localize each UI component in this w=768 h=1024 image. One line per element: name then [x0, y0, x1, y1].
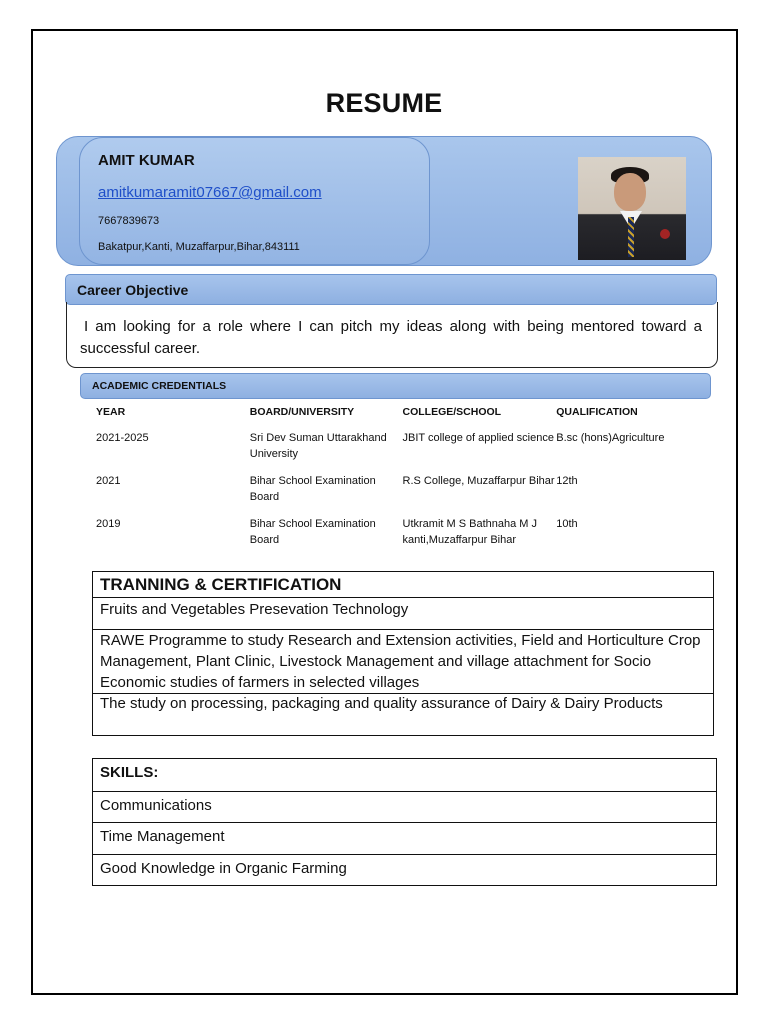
training-table [92, 571, 714, 736]
column-header: YEAR [96, 406, 126, 418]
skills-heading: SKILLS: [100, 764, 159, 781]
column-header: COLLEGE/SCHOOL [402, 406, 502, 418]
skill-item: Communications [93, 791, 716, 823]
table-cell: 10th [556, 518, 578, 530]
training-heading: TRANNING & CERTIFICATION [100, 575, 342, 594]
table-row [96, 430, 696, 469]
academic-table [96, 404, 696, 555]
table-cell: Sri Dev Suman Uttarakhand University [249, 432, 387, 460]
table-cell: 2019 [96, 518, 121, 530]
career-objective-heading: Career Objective [65, 274, 717, 305]
table-cell: Bihar School Examination Board [249, 475, 376, 503]
training-item: Fruits and Vegetables Presevation Technology [93, 597, 713, 629]
training-item: RAWE Programme to study Research and Extension activities, Field and Horticulture Crop Management, Plant Clinic, Livestock Management and village attachment for Socio Economic studies of farmers in selected villages [93, 629, 713, 693]
table-cell: Utkramit M S Bathnaha M J kanti,Muzaffarpur Bihar [402, 518, 537, 546]
column-header: QUALIFICATION [556, 406, 638, 418]
table-row [96, 516, 696, 555]
academic-table-header [96, 404, 696, 426]
profile-photo [578, 157, 686, 260]
training-item: The study on processing, packaging and quality assurance of Dairy & Dairy Products [93, 693, 713, 735]
table-cell: 12th [556, 475, 578, 487]
profile-name: AMIT KUMAR [98, 152, 195, 169]
skill-item: Time Management [93, 822, 716, 854]
table-cell: JBIT college of applied science [402, 432, 554, 444]
table-cell: 2021 [96, 475, 121, 487]
skills-table [92, 758, 717, 886]
career-objective-text: I am looking for a role where I can pitch my ideas along with being mentored toward a successful career. [80, 318, 702, 357]
page-title: RESUME [325, 88, 443, 118]
column-header: BOARD/UNIVERSITY [249, 406, 355, 418]
table-cell: Bihar School Examination Board [249, 518, 376, 546]
skill-item: Good Knowledge in Organic Farming [93, 854, 716, 886]
phone-number: 7667839673 [98, 215, 160, 227]
table-cell: B.sc (hons)Agriculture [556, 432, 665, 444]
email-link[interactable]: amitkumaramit07667@gmail.com [98, 184, 322, 201]
table-cell: R.S College, Muzaffarpur Bihar [402, 475, 555, 487]
academic-credentials-heading: ACADEMIC CREDENTIALS [80, 373, 711, 399]
table-cell: 2021-2025 [96, 432, 149, 444]
address: Bakatpur,Kanti, Muzaffarpur,Bihar,843111 [98, 241, 300, 253]
table-row [96, 473, 696, 512]
